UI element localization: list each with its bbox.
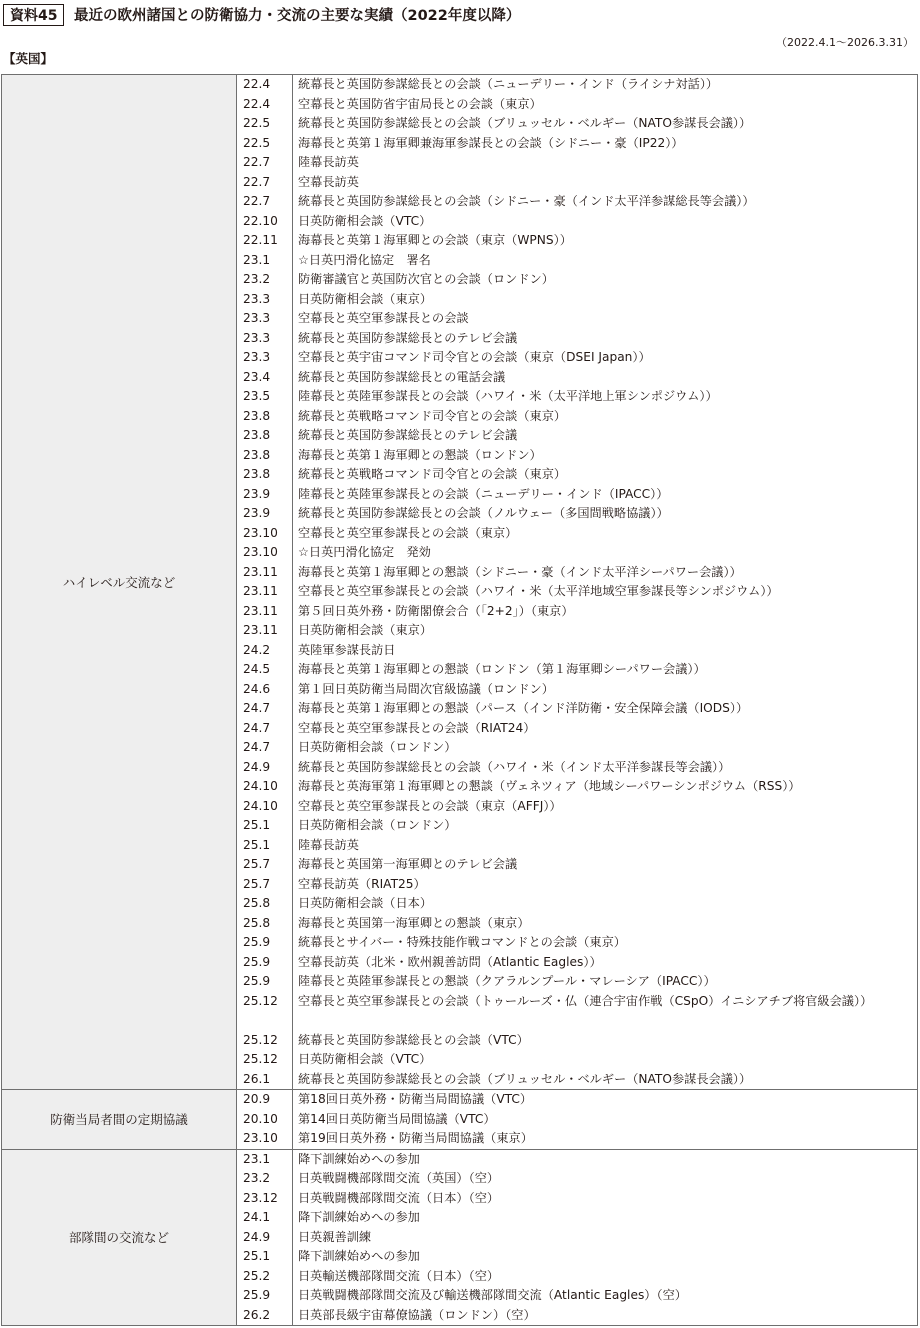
section-row <box>2 1149 918 1326</box>
entry-event: 空幕長訪英（RIAT25） <box>298 876 426 891</box>
entry-event: 統幕長と英国防参謀総長との会談（VTC） <box>298 1032 529 1047</box>
entry-date: 23.8 <box>243 408 271 423</box>
entry-date: 23.2 <box>243 1171 271 1185</box>
section-category: 部隊間の交流など <box>2 1149 237 1326</box>
entry-event: 日英戦闘機部隊間交流（日本）（空） <box>298 1190 500 1205</box>
entry-date: 25.8 <box>243 915 271 930</box>
entry-date: 25.1 <box>243 818 271 832</box>
entry-date: 23.3 <box>243 350 271 364</box>
entry-event: 統幕長と英国防参謀総長とのテレビ会議 <box>298 330 518 345</box>
date-column <box>237 1090 293 1150</box>
entry-event: 日英防衛相会談（日本） <box>298 896 433 910</box>
entry-event: 陸幕長訪英 <box>298 837 359 852</box>
entry-event: 第５回日英外務・防衛閣僚会合（「2+2」）（東京） <box>298 603 574 618</box>
entry-date: 23.11 <box>243 564 278 579</box>
entry-event: 英陸軍参謀長訪日 <box>298 642 396 657</box>
entry-event: 日英防衛相会談（東京） <box>298 291 433 306</box>
entry-date: 22.11 <box>243 233 278 247</box>
entry-event: 降下訓練始めへの参加 <box>298 1210 420 1224</box>
entry-event: 陸幕長と英陸軍参謀長との懇談（クアラルンプール・マレーシア（IPACC）） <box>298 974 716 988</box>
entry-event: 日英部長級宇宙幕僚協議（ロンドン）（空） <box>298 1307 536 1322</box>
entry-date: 23.11 <box>243 603 278 618</box>
entry-event: 統幕長と英国防参謀総長との会談（シドニー・豪（インド太平洋参謀総長等会議）） <box>298 194 755 208</box>
entry-event: 統幕長と英戦略コマンド司令官との会談（東京） <box>298 408 567 423</box>
entry-date: 24.2 <box>243 642 271 657</box>
entry-event: 日英防衛相会談（VTC） <box>298 1052 432 1066</box>
entry-date: 23.5 <box>243 389 271 403</box>
entry-date: 23.8 <box>243 447 271 462</box>
entry-date: 24.7 <box>243 740 271 754</box>
entry-date: 25.9 <box>243 935 271 949</box>
entry-date: 26.2 <box>243 1307 271 1322</box>
entry-date: 24.6 <box>243 681 271 696</box>
reporting-period: （2022.4.1～2026.3.31） <box>776 36 914 49</box>
entry-date: 25.12 <box>243 1052 278 1066</box>
entry-date: 22.7 <box>243 155 271 169</box>
event-column <box>293 75 918 1090</box>
entry-event: 統幕長とサイバー・特殊技能作戦コマンドとの会談（東京） <box>298 935 626 949</box>
entry-event: 空幕長と英国防省宇宙局長との会談（東京） <box>298 96 542 111</box>
country-label: 【英国】 <box>3 51 54 66</box>
entry-event: 日英戦闘機部隊間交流（英国）（空） <box>298 1171 500 1185</box>
entry-event: 日英防衛相会談（VTC） <box>298 213 432 228</box>
entry-event: 陸幕長訪英 <box>298 155 359 169</box>
entry-date: 22.7 <box>243 174 271 189</box>
entry-date: 25.9 <box>243 1288 271 1302</box>
entry-event: 統幕長と英国防参謀総長との会談（ノルウェー（多国間戦略協議）） <box>298 506 669 520</box>
entry-event: 統幕長と英国防参謀総長との会談（ブリュッセル・ベルギー（NATO参謀長会議）） <box>298 1071 752 1086</box>
entry-date: 25.12 <box>243 1032 278 1047</box>
entry-date: 24.10 <box>243 779 278 793</box>
entry-event: 統幕長と英国防参謀総長との電話会議 <box>298 369 506 384</box>
entry-date: 24.7 <box>243 701 271 715</box>
entry-date: 22.4 <box>243 96 271 111</box>
entry-date: 24.1 <box>243 1210 271 1224</box>
entry-event: ☆日英円滑化協定 署名 <box>298 252 431 267</box>
entry-date: 25.2 <box>243 1268 271 1283</box>
entry-date: 20.9 <box>243 1092 271 1106</box>
entry-event: 空幕長と英空軍参謀長との会談（RIAT24） <box>298 720 536 735</box>
entry-date: 23.3 <box>243 311 271 325</box>
event-column <box>293 1149 918 1326</box>
entry-date: 26.1 <box>243 1071 271 1086</box>
entry-event: 空幕長訪英（北米・欧州親善訪問（Atlantic Eagles）） <box>298 954 602 969</box>
document-header <box>0 0 920 66</box>
entry-event: 海幕長と英第１海軍卿との懇談（パース（インド洋防衛・安全保障会議（IODS）） <box>298 701 749 715</box>
entry-event: 海幕長と英国第一海軍卿との懇談（東京） <box>298 915 530 930</box>
entry-event: 日英防衛相会談（ロンドン） <box>298 740 457 754</box>
entry-date: 23.12 <box>243 1190 278 1205</box>
entry-event: ☆日英円滑化協定 発効 <box>298 545 431 559</box>
entry-event: 第18回日英外務・防衛当局間協議（VTC） <box>298 1092 533 1106</box>
entry-event: 陸幕長と英陸軍参謀長との会談（ハワイ・米（太平洋地上軍シンポジウム）） <box>298 389 718 403</box>
entry-date: 24.7 <box>243 720 271 735</box>
entry-date: 20.10 <box>243 1111 278 1126</box>
entry-event: 統幕長と英国防参謀総長との会談（ハワイ・米（インド太平洋参謀長等会議）） <box>298 759 731 774</box>
entry-event: 統幕長と英国防参謀総長との会談（ニューデリー・インド（ライシナ対話）） <box>298 77 719 91</box>
entry-date: 25.9 <box>243 954 271 969</box>
entry-date: 25.7 <box>243 857 271 871</box>
entry-date: 23.3 <box>243 291 271 306</box>
entry-event: 降下訓練始めへの参加 <box>298 1151 420 1166</box>
entry-event: 日英親善訓練 <box>298 1229 372 1244</box>
document-number-badge: 資料45 <box>3 4 64 26</box>
entry-date: 22.5 <box>243 135 271 150</box>
entry-date: 25.8 <box>243 896 271 910</box>
entry-date: 23.9 <box>243 486 271 501</box>
entry-event: 第19回日英外務・防衛当局間協議（東京） <box>298 1131 533 1145</box>
entry-event: 海幕長と英第１海軍卿との懇談（ロンドン） <box>298 447 542 462</box>
entry-event: 空幕長と英空軍参謀長との会談（東京（AFFJ）） <box>298 798 562 813</box>
entry-event: 海幕長と英第１海軍卿兼海軍参謀長との会談（シドニー・豪（IP22）） <box>298 135 684 150</box>
entry-event: 日英防衛相会談（東京） <box>298 623 433 637</box>
entry-date: 22.5 <box>243 116 271 130</box>
entry-date: 23.4 <box>243 369 271 384</box>
entry-date: 25.9 <box>243 974 271 988</box>
entry-date: 24.9 <box>243 759 271 774</box>
exchange-record-table <box>1 74 918 1326</box>
entry-date: 22.7 <box>243 194 271 208</box>
date-column <box>237 75 293 1090</box>
entry-date: 23.10 <box>243 525 278 540</box>
entry-date: 24.9 <box>243 1229 271 1244</box>
entry-event: 陸幕長と英陸軍参謀長との会談（ニューデリー・インド（IPACC）） <box>298 486 669 501</box>
entry-event: 日英輸送機部隊間交流（日本）（空） <box>298 1268 500 1283</box>
section-category: 防衛当局者間の定期協議 <box>2 1090 237 1150</box>
entry-event: 空幕長訪英 <box>298 174 359 189</box>
entry-date: 22.4 <box>243 77 271 91</box>
entry-event: 空幕長と英空軍参謀長との会談（東京） <box>298 525 518 540</box>
entry-event: 空幕長と英空軍参謀長との会談（ハワイ・米（太平洋地域空軍参謀長等シンポジウム）） <box>298 584 779 598</box>
entry-date: 23.11 <box>243 623 278 637</box>
entry-event: 日英戦闘機部隊間交流及び輸送機部隊間交流（Atlantic Eagles）（空） <box>298 1288 687 1302</box>
entry-date: 25.7 <box>243 876 271 891</box>
entry-date: 25.12 <box>243 993 278 1008</box>
entry-date: 25.1 <box>243 1249 271 1263</box>
entry-date: 24.5 <box>243 662 271 676</box>
entry-date: 23.2 <box>243 272 271 286</box>
section-category: ハイレベル交流など <box>2 75 237 1090</box>
entry-date: 24.10 <box>243 798 278 813</box>
entry-event: 海幕長と英海軍第１海軍卿との懇談（ヴェネツィア（地域シーパワーシンポジウム（RSS）） <box>298 779 801 793</box>
entry-event: 統幕長と英国防参謀総長とのテレビ会議 <box>298 428 518 442</box>
entry-event: 海幕長と英第１海軍卿との懇談（シドニー・豪（インド太平洋シーパワー会議）） <box>298 564 742 579</box>
entry-date: 23.8 <box>243 428 271 442</box>
entry-event: 日英防衛相会談（ロンドン） <box>298 818 457 832</box>
entry-event: 統幕長と英国防参謀総長との会談（ブリュッセル・ベルギー（NATO参謀長会議）） <box>298 116 752 130</box>
entry-date: 23.8 <box>243 467 271 481</box>
entry-event: 統幕長と英戦略コマンド司令官との会談（東京） <box>298 467 567 481</box>
date-column <box>237 1149 293 1326</box>
entry-event: 空幕長と英宇宙コマンド司令官との会談（東京（DSEI Japan）） <box>298 350 651 364</box>
entry-date: 25.1 <box>243 837 271 852</box>
entry-event: 空幕長と英空軍参謀長との会談 <box>298 311 469 325</box>
entry-date: 23.1 <box>243 1151 271 1166</box>
section-row <box>2 1090 918 1150</box>
entry-date: 23.9 <box>243 506 271 520</box>
entry-date: 22.10 <box>243 213 278 228</box>
entry-date: 23.1 <box>243 252 271 267</box>
entry-event: 海幕長と英国第一海軍卿とのテレビ会議 <box>298 857 518 871</box>
entry-date: 23.3 <box>243 330 271 345</box>
entry-event: 空幕長と英空軍参謀長との会談（トゥールーズ・仏（連合宇宙作戦（CSpO）イニシアチブ将官級会議）） <box>298 993 873 1008</box>
entry-date: 23.10 <box>243 545 278 559</box>
entry-event: 防衛審議官と英国防次官との会談（ロンドン） <box>298 272 554 286</box>
document-title: 最近の欧州諸国との防衛協力・交流の主要な実績（2022年度以降） <box>74 8 521 24</box>
event-column <box>293 1090 918 1150</box>
entry-date: 23.11 <box>243 584 278 598</box>
section-row <box>2 75 918 1090</box>
entry-event: 海幕長と英第１海軍卿との会談（東京（WPNS）） <box>298 233 572 247</box>
entry-event: 第１回日英防衛当局間次官級協議（ロンドン） <box>298 681 554 696</box>
entry-date: 23.10 <box>243 1131 278 1145</box>
entry-event: 降下訓練始めへの参加 <box>298 1249 420 1263</box>
entry-event: 第14回日英防衛当局間協議（VTC） <box>298 1111 496 1126</box>
entry-event: 海幕長と英第１海軍卿との懇談（ロンドン（第１海軍卿シーパワー会議）） <box>298 662 706 676</box>
